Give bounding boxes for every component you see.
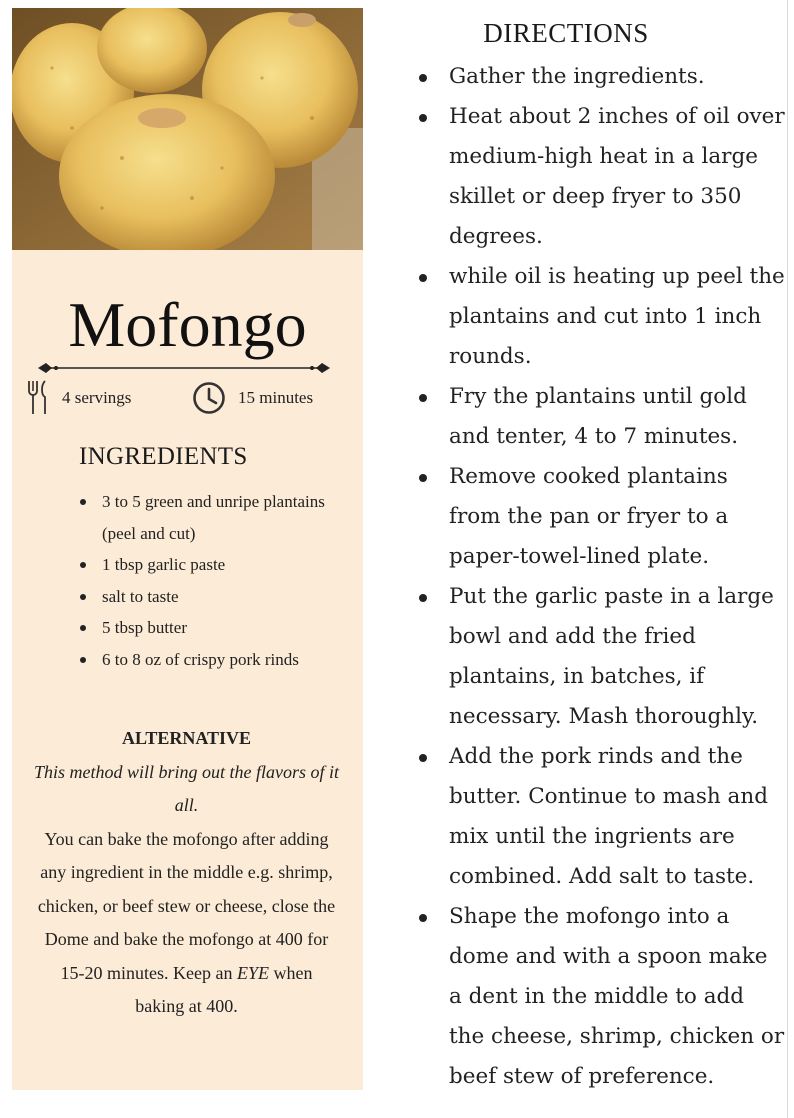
alternative-body-text: You can bake the mofongo after adding any ingredient in the middle e.g. shrimp, chicken, or beef stew or cheese, close the Dome and bake the mofongo at 400 for 15-20 minutes. Keep an <box>37 828 336 983</box>
direction-step: Heat about 2 inches of oil over medium-high heat in a large skillet or deep fryer to 350 degrees. <box>414 97 786 257</box>
servings-text: 4 servings <box>62 388 132 407</box>
alternative-body-end: when baking at 400. <box>135 962 313 1016</box>
servings-info <box>26 380 131 416</box>
ingredient-item: 1 tbsp garlic paste <box>76 549 346 581</box>
time-text: 15 minutes <box>238 388 314 407</box>
alternative-body <box>34 823 339 1024</box>
recipe-title: Mofongo <box>68 289 307 360</box>
direction-step: Gather the ingredients. <box>414 57 786 97</box>
ingredients-list <box>76 486 346 675</box>
mofongo-photo <box>12 8 363 250</box>
recipe-card <box>12 8 363 1090</box>
direction-step: Remove cooked plantains from the pan or fryer to a paper-towel-lined plate. <box>414 457 786 577</box>
fork-knife-icon <box>26 380 50 416</box>
ingredients-heading: INGREDIENTS <box>79 443 248 470</box>
direction-step: Add the pork rinds and the butter. Continue to mash and mix until the ingrients are combined. Add salt to taste. <box>414 737 786 897</box>
mofongo-photo-illustration <box>12 8 363 250</box>
direction-step: while oil is heating up peel the plantains and cut into 1 inch rounds. <box>414 257 786 377</box>
direction-step: Fry the plantains until gold and tenter, 4 to 7 minutes. <box>414 377 786 457</box>
alternative-note: This method will bring out the flavors of it all. <box>34 761 340 815</box>
alternative-section <box>34 722 339 1024</box>
ingredient-item: 5 tbsp butter <box>76 612 346 644</box>
directions-list <box>414 57 786 1097</box>
time-info <box>192 380 313 416</box>
alternative-body-emphasis: EYE <box>236 962 269 983</box>
ingredient-item: salt to taste <box>76 581 346 613</box>
clock-icon <box>192 381 226 415</box>
direction-step: Shape the mofongo into a dome and with a spoon make a dent in the middle to add the cheese, shrimp, chicken or beef stew of preference. <box>414 897 786 1097</box>
page-edge <box>787 0 788 1118</box>
alternative-heading: ALTERNATIVE <box>121 728 252 748</box>
ingredient-item: 3 to 5 green and unripe plantains (peel and cut) <box>76 486 346 549</box>
ornamental-divider <box>36 360 332 376</box>
ingredient-item: 6 to 8 oz of crispy pork rinds <box>76 644 346 676</box>
directions-heading: DIRECTIONS <box>483 18 649 48</box>
direction-step: Put the garlic paste in a large bowl and add the fried plantains, in batches, if necessary. Mash thoroughly. <box>414 577 786 737</box>
